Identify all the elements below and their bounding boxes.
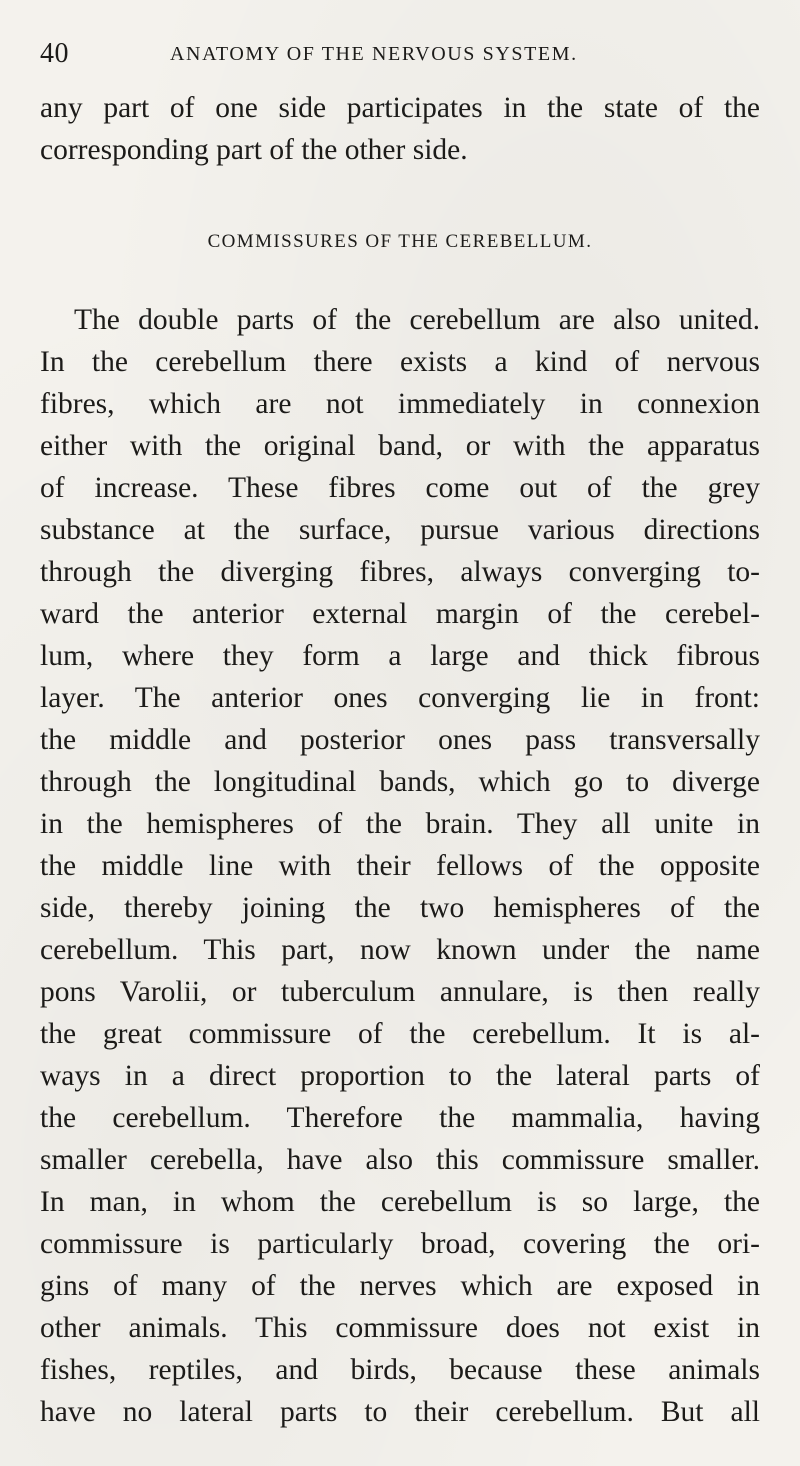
text-line: The double parts of the cerebellum are also united. <box>74 304 760 336</box>
text-line: through the diverging fibres, always converging to- <box>40 556 760 588</box>
text-line: lum, where they form a large and thick fibrous <box>40 640 760 672</box>
text-line: fishes, reptiles, and birds, because these animals <box>40 1354 760 1386</box>
text-line: layer. The anterior ones converging lie in front: <box>40 682 760 714</box>
text-line: In the cerebellum there exists a kind of nervous <box>40 346 760 378</box>
text-line: substance at the surface, pursue various directions <box>40 514 760 546</box>
text-line: cerebellum. This part, now known under the name <box>40 934 760 966</box>
text-line: any part of one side participates in the state of the <box>40 92 760 124</box>
text-line: ward the anterior external margin of the cerebel- <box>40 598 760 630</box>
text-line: smaller cerebella, have also this commissure smaller. <box>40 1144 760 1176</box>
text-line: fibres, which are not immediately in connexion <box>40 388 760 420</box>
section-heading: COMMISSURES OF THE CEREBELLUM. <box>207 231 593 252</box>
text-line: of increase. These fibres come out of the grey <box>40 472 760 504</box>
text-line: the cerebellum. Therefore the mammalia, having <box>40 1102 760 1134</box>
text-line: the great commissure of the cerebellum. It is al- <box>40 1018 760 1050</box>
text-line: either with the original band, or with the apparatus <box>40 430 760 462</box>
running-title: ANATOMY OF THE NERVOUS SYSTEM. <box>170 43 578 65</box>
text-line: pons Varolii, or tuberculum annulare, is then really <box>40 976 760 1008</box>
text-line: corresponding part of the other side. <box>40 134 468 166</box>
text-line: in the hemispheres of the brain. They all unite in <box>40 808 760 840</box>
text-line: side, thereby joining the two hemispheres of the <box>40 892 760 924</box>
text-line: In man, in whom the cerebellum is so large, the <box>40 1186 760 1218</box>
text-line: through the longitudinal bands, which go to diverge <box>40 766 760 798</box>
text-line: the middle line with their fellows of the opposite <box>40 850 760 882</box>
page-header <box>40 34 760 74</box>
text-line: commissure is particularly broad, covering the ori- <box>40 1228 760 1260</box>
page-number: 40 <box>40 38 69 69</box>
text-line: ways in a direct proportion to the lateral parts of <box>40 1060 760 1092</box>
text-line: the middle and posterior ones pass transversally <box>40 724 760 756</box>
text-line: other animals. This commissure does not exist in <box>40 1312 760 1344</box>
text-line: have no lateral parts to their cerebellum. But all <box>40 1396 760 1428</box>
text-line: gins of many of the nerves which are exposed in <box>40 1270 760 1302</box>
